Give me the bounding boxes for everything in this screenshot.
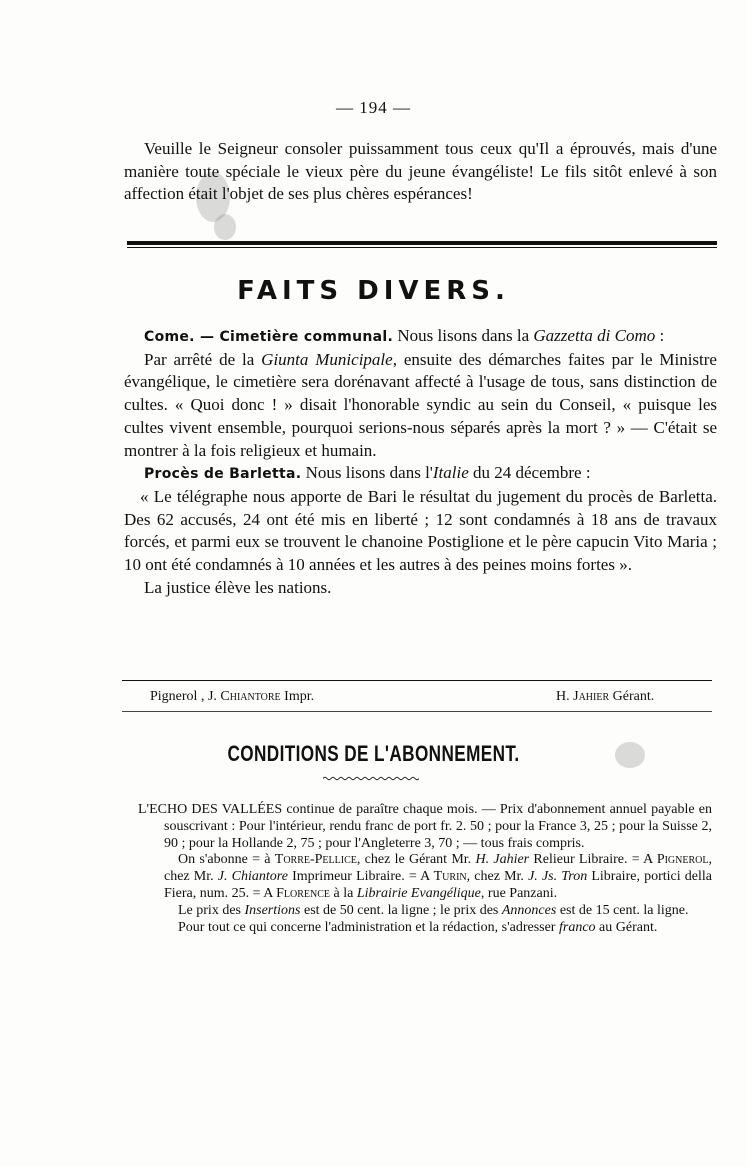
p2-c: Relieur Libraire. = A xyxy=(529,852,657,868)
place-torre: Torre-Pellice xyxy=(274,852,357,868)
como-body-b: , ensuite des démarches faites par le Ministre évangélique, le cimetière sera dorénavant affecté à l'usage de tous, sans distinction de cultes. « Quoi donc ! » disait l'honorable syndic au sein du Conseil, « puisque les cultes vivent ensemble, pourquoi serions-nous séparés après la mort ? » — C'était se montrer à la fois religieux et humain. xyxy=(124,349,717,460)
printer-name: Chiantore xyxy=(220,689,281,704)
manager-credit-b: Gérant. xyxy=(609,689,655,704)
annonces-word: Annonces xyxy=(501,902,557,918)
wavy-divider xyxy=(323,776,419,781)
conditions-body xyxy=(138,802,712,936)
p2-e: Imprimeur Libraire. = A xyxy=(287,869,434,885)
como-paragraph xyxy=(124,325,717,349)
librairie-name: Librairie Evangélique xyxy=(356,885,481,901)
manager-credit-a: H. xyxy=(556,689,574,704)
place-turin: Turin xyxy=(433,869,467,885)
manager-credit xyxy=(556,689,654,705)
news-section xyxy=(124,325,717,599)
insertions-word: Insertions xyxy=(244,902,301,918)
name-tron: J. Js. Tron xyxy=(528,869,588,885)
como-heading: Come. — Cimetière communal. xyxy=(144,329,394,345)
p3-a: Le prix des xyxy=(178,902,245,918)
p3-b: est de 50 cent. la ligne ; le prix des xyxy=(300,902,502,918)
barletta-lead: Nous lisons dans l' xyxy=(301,463,433,483)
manager-name: Jahier xyxy=(573,689,610,704)
place-pignerol: Pignerol xyxy=(656,852,709,868)
giunta-text: Giunta Municipale xyxy=(261,349,393,369)
como-body-a: Par arrêté de la xyxy=(144,349,262,369)
barletta-body: « Le télégraphe nous apporte de Bari le résultat du jugement du procès de Barletta. Des 62 accusés, 24 ont été mis en liberté ; 12 sont condamnés à 18 ans de travaux forcés, et parmi eux se trouvent le chanoine Postiglione et le père capucin Vito Maria ; 10 ont été condamnés à 10 années et les autres à des peines moins fortes ». xyxy=(124,486,717,575)
como-body xyxy=(124,349,717,463)
conditions-p1: L'ECHO DES VALLÉES continue de paraître chaque mois. — Prix d'abonnement annuel payable en souscrivant : Pour l'intérieur, rendu franc de port fr. 2. 50 ; pour la France 3, 25 ; pour la Suisse 2, 90 ; pour la Hollande 2, 75 ; pour l'Angleterre 3, 70 ; — tous frais compris. xyxy=(138,802,712,851)
place-florence: Florence xyxy=(276,885,331,901)
name-jahier: H. Jahier xyxy=(475,852,530,868)
p2-b: , chez le Gérant Mr. xyxy=(356,852,476,868)
p2-g: Libraire, portici della Fiera, num. 25. = A xyxy=(164,869,712,901)
como-colon: : xyxy=(655,326,665,345)
barletta-date: du 24 décembre : xyxy=(468,463,591,483)
como-source: Gazzetta di Como xyxy=(533,326,656,345)
p4-a: Pour tout ce qui concerne l'administration et la rédaction, s'adresser xyxy=(178,919,559,935)
p3-c: est de 15 cent. la ligne. xyxy=(556,902,689,918)
footer-rule-bottom xyxy=(122,711,712,712)
footer-rule-top xyxy=(122,680,712,681)
p2-i: , rue Panzani. xyxy=(480,885,558,901)
p4-b: au Gérant. xyxy=(595,919,658,935)
conditions-p3 xyxy=(138,903,712,920)
como-lead: Nous lisons dans la xyxy=(393,326,534,345)
closing-line: La justice élève les nations. xyxy=(144,577,332,597)
thick-rule xyxy=(127,241,717,248)
barletta-heading: Procès de Barletta. xyxy=(144,466,302,483)
barletta-source: Italie xyxy=(432,463,469,483)
conditions-p2 xyxy=(138,852,712,902)
conditions-p4 xyxy=(138,920,712,937)
p2-h: à la xyxy=(330,885,357,901)
name-chiantore: J. Chiantore xyxy=(217,869,288,885)
printer-credit-b: Impr. xyxy=(280,689,315,704)
barletta-paragraph xyxy=(124,462,717,486)
conditions-title: CONDITIONS DE L'ABONNEMENT. xyxy=(227,741,520,766)
intro-text: Veuille le Seigneur consoler puissamment tous ceux qu'Il a éprouvés, mais d'une manière toute spéciale le vieux père du jeune évangéliste! Le fils sitôt enlevé à son affection était l'objet de ses plus chères espérances! xyxy=(124,139,717,204)
printer-credit-a: Pignerol , J. xyxy=(150,689,221,704)
intro-paragraph xyxy=(124,138,717,206)
ink-smudge xyxy=(214,214,236,240)
p2-a: On s'abonne = à xyxy=(178,852,275,868)
p2-d: , chez Mr. xyxy=(164,852,712,885)
franco-word: franco xyxy=(558,919,596,935)
printer-credit xyxy=(150,689,314,705)
page-number: — 194 — xyxy=(336,98,411,117)
section-title: FAITS DIVERS. xyxy=(237,276,510,306)
p2-f: , chez Mr. xyxy=(466,869,529,885)
